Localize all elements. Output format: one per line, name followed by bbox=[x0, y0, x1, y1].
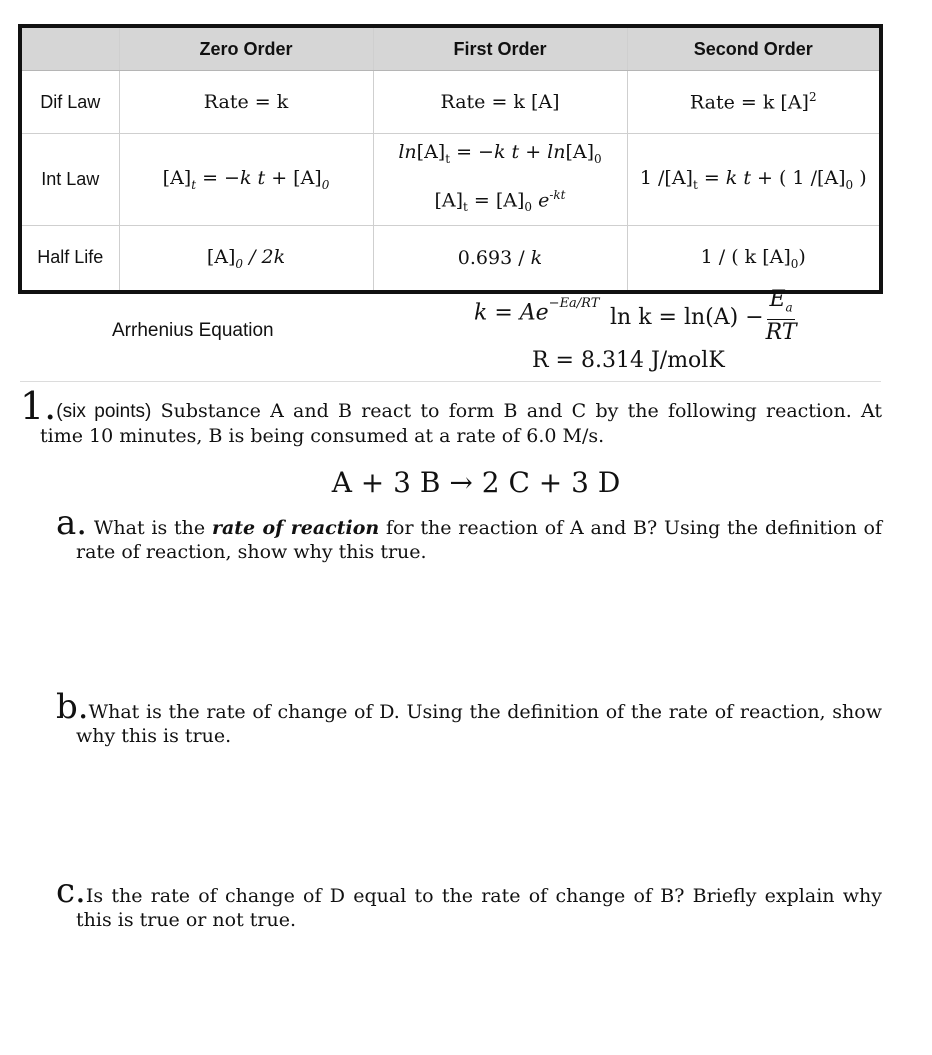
header-second-order: Second Order bbox=[627, 26, 881, 71]
second-order-int-law: 1 $/[A]_t = k$ t + ( 1 $/[A]_0$ ) bbox=[627, 134, 881, 226]
table-row-int-law bbox=[20, 134, 881, 226]
kinetics-table bbox=[18, 24, 883, 294]
ea-over-rt-fraction: $\frac{E_a}{RT}$ bbox=[765, 287, 797, 346]
zero-order-half-life: $[A]_0 / 2k$ bbox=[119, 225, 373, 292]
row-label: Half Life bbox=[20, 225, 119, 292]
first-order-int-law-line2: $[A]_t = [A]_0$ $e^{-kt}$ bbox=[434, 187, 566, 214]
question-part-a: a. What is the rate of reaction for the reaction of A and B? Using the definition of rate of reaction, show why this true. bbox=[56, 503, 882, 563]
first-order-half-life: 0.693 / k bbox=[373, 225, 627, 292]
zero-order-dif-law: Rate = k bbox=[119, 71, 373, 134]
reaction-equation: A + 3 B → 2 C + 3 D bbox=[331, 466, 621, 499]
arrhenius-log-equation: ln k = ln(A) − $\frac{E_a}{RT}$ bbox=[610, 287, 797, 346]
table-header-row bbox=[20, 26, 881, 71]
part-letter: b. bbox=[56, 687, 89, 727]
table-row-dif-law bbox=[20, 71, 881, 134]
zero-order-int-law: $[A]_t = -k$ $t + [A]_0$ bbox=[119, 134, 373, 226]
first-order-int-law bbox=[373, 134, 627, 226]
question-1-line2: time 10 minutes, B is being consumed at a rate of 6.0 M/s. bbox=[40, 425, 605, 447]
header-zero-order: Zero Order bbox=[119, 26, 373, 71]
question-1-line1: 1.(six points) Substance A and B react to form B and C by the following reaction. At bbox=[20, 384, 882, 428]
arrhenius-label: Arrhenius Equation bbox=[112, 320, 274, 341]
second-order-half-life: 1 / ( k $[A]_0$) bbox=[627, 225, 881, 292]
table-row-half-life bbox=[20, 225, 881, 292]
row-label: Int Law bbox=[20, 134, 119, 226]
part-letter: a. bbox=[56, 503, 88, 543]
part-letter: c. bbox=[56, 871, 86, 911]
second-order-dif-law: Rate = k $[A]^2$ bbox=[627, 71, 881, 134]
question-part-c: c.Is the rate of change of D equal to the rate of change of B? Briefly explain why this is true or not true. bbox=[56, 871, 882, 931]
header-empty bbox=[20, 26, 119, 71]
gas-constant: R = 8.314 J/molK bbox=[532, 348, 725, 373]
row-label: Dif Law bbox=[20, 71, 119, 134]
divider bbox=[20, 381, 881, 382]
question-1 bbox=[20, 384, 882, 448]
question-number: 1. bbox=[20, 384, 57, 428]
first-order-dif-law: Rate = k [A] bbox=[373, 71, 627, 134]
first-order-int-law-line1: $\ln[A]_t = -k$ $t + \ln[A]_0$ bbox=[398, 141, 602, 166]
arrhenius-equation: $k = Ae^{-Ea/RT}$ bbox=[474, 296, 600, 326]
question-part-b: b.What is the rate of change of D. Using the definition of the rate of reaction, show why this is true. bbox=[56, 687, 882, 747]
header-first-order: First Order bbox=[373, 26, 627, 71]
